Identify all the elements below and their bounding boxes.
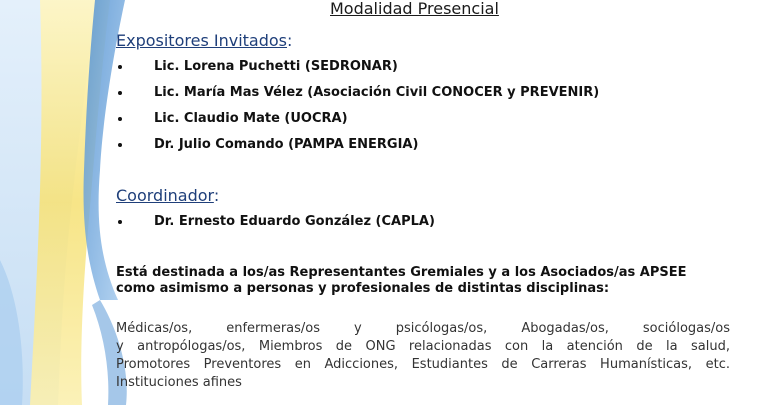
bullet-icon (118, 91, 122, 95)
speaker-name: Lic. Lorena Puchetti (SEDRONAR) (154, 59, 398, 74)
coordinator-heading-colon: : (213, 186, 220, 205)
list-item (116, 80, 599, 106)
page-title: Modalidad Presencial (330, 0, 499, 18)
list-item (116, 106, 599, 132)
coordinator-heading (116, 186, 219, 205)
list-item (116, 54, 599, 80)
bullet-icon (118, 65, 122, 69)
speakers-heading-colon: : (287, 31, 293, 50)
list-item (116, 132, 599, 158)
speaker-name: Lic. Claudio Mate (UOCRA) (154, 111, 348, 126)
bullet-icon (118, 143, 122, 147)
speakers-heading-label: Expositores Invitados (116, 31, 287, 50)
speaker-name: Lic. María Mas Vélez (Asociación Civil CONOCER y PREVENIR) (154, 85, 600, 100)
coordinator-list (116, 209, 435, 235)
speaker-name: Dr. Julio Comando (PAMPA ENERGIA) (154, 137, 419, 152)
audience-line: Está destinada a los/as Representantes Gremiales y a los Asociados/as APSEE (116, 265, 687, 280)
audience-line: como asimismo a personas y profesionales de distintas disciplinas: (116, 281, 610, 296)
description-line: Instituciones afines (116, 375, 242, 390)
description-line: Médicas/os, enfermeras/os y psicólogas/os, Abogadas/os, sociólogas/os (116, 321, 730, 336)
description-line: y antropólogas/os, Miembros de ONG relacionadas con la atención de la salud, (116, 339, 730, 354)
bullet-icon (118, 220, 122, 224)
audience-paragraph (116, 265, 730, 297)
coordinator-heading-label: Coordinador (116, 186, 214, 205)
description-line: Promotores Preventores en Adicciones, Estudiantes de Carreras Humanísticas, etc. (116, 357, 730, 372)
speakers-heading (116, 31, 292, 50)
speakers-list (116, 54, 599, 158)
description-paragraph (116, 320, 730, 392)
list-item (116, 209, 435, 235)
coordinator-name: Dr. Ernesto Eduardo González (CAPLA) (154, 214, 435, 229)
bullet-icon (118, 117, 122, 121)
